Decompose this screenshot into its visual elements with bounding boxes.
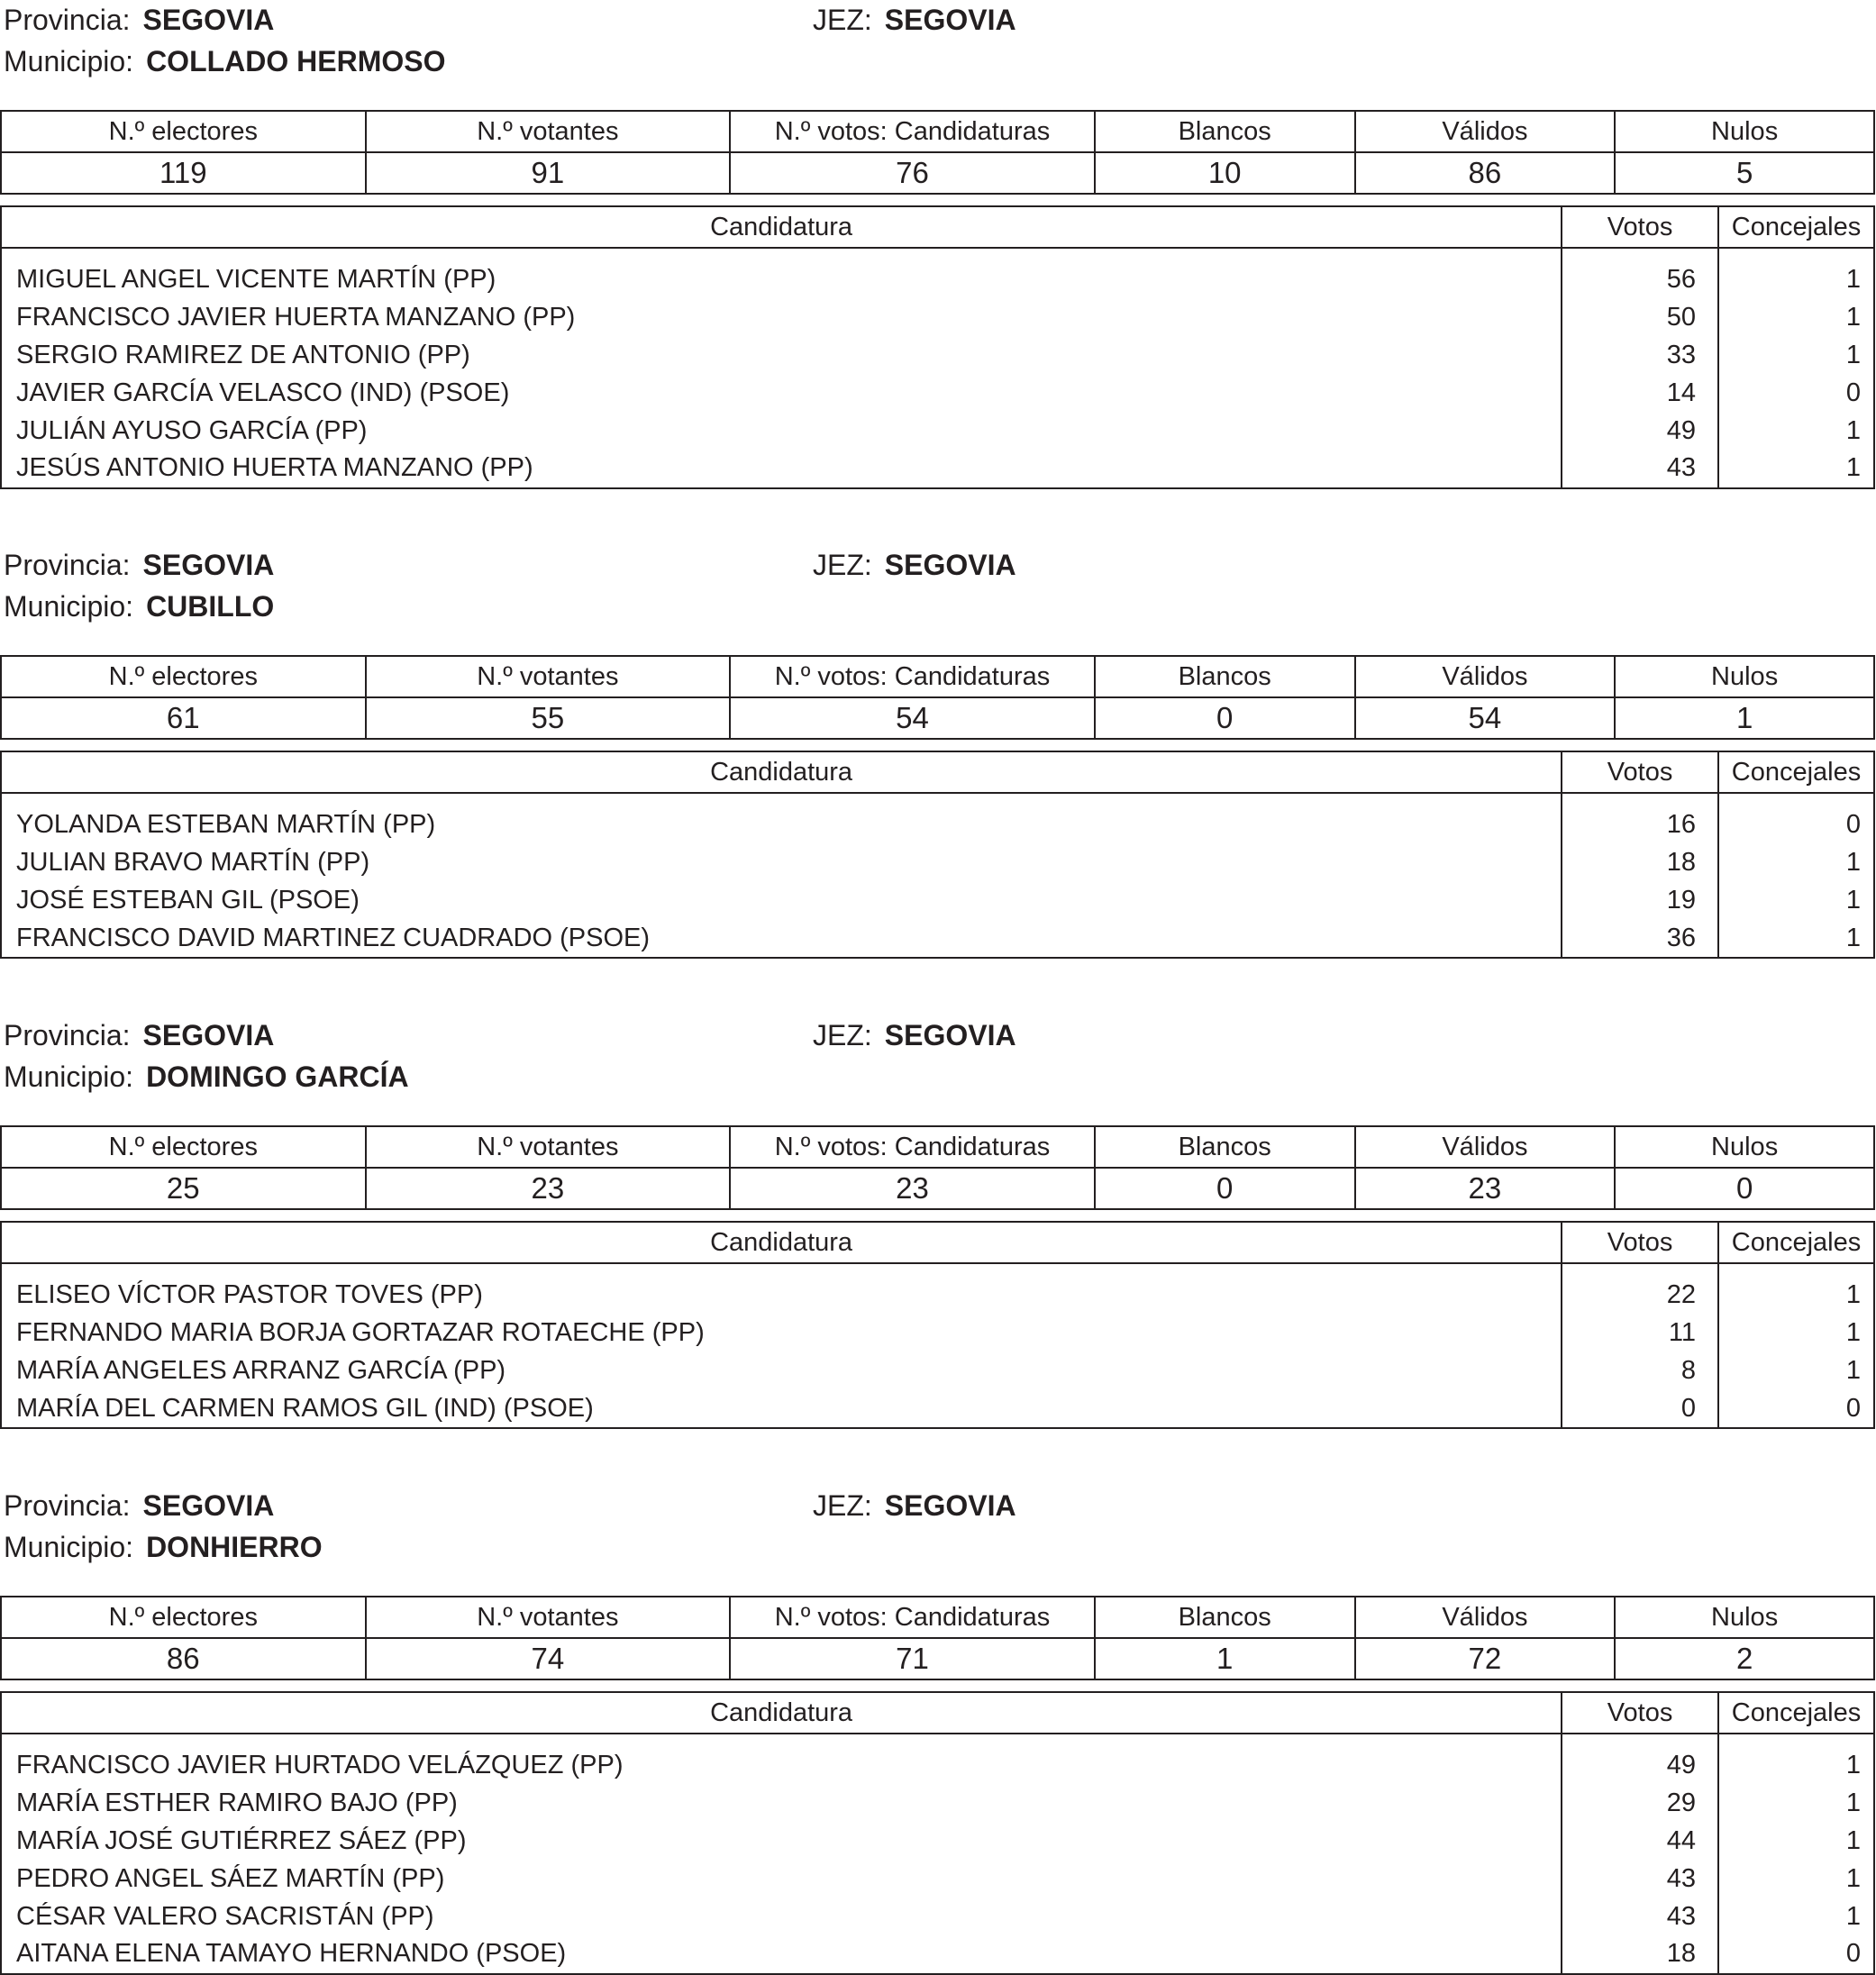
candidate-votos: 44 (1562, 1823, 1718, 1861)
candidate-votos: 14 (1562, 374, 1718, 412)
stats-value-cell: 2 (1615, 1638, 1874, 1679)
candidates-header-cell: Votos (1562, 1692, 1718, 1734)
stats-table (0, 1125, 1875, 1210)
candidates-header-cell: Votos (1562, 751, 1718, 793)
candidates-table (0, 751, 1875, 959)
candidate-concejales: 1 (1718, 450, 1874, 488)
stats-header-cell: N.º votos: Candidaturas (730, 1597, 1095, 1638)
stats-header-row (1, 111, 1874, 152)
candidate-row (1, 1734, 1874, 1785)
candidates-table (0, 1221, 1875, 1429)
stats-value-cell: 23 (730, 1168, 1095, 1209)
stats-header-cell: Nulos (1615, 111, 1874, 152)
candidate-row (1, 1263, 1874, 1315)
jez-value: SEGOVIA (884, 1019, 1016, 1051)
stats-value-row (1, 1168, 1874, 1209)
stats-value-cell: 55 (366, 697, 731, 739)
stats-header-cell: N.º votos: Candidaturas (730, 656, 1095, 697)
candidates-header-cell: Concejales (1718, 751, 1874, 793)
jez-label: JEZ: (813, 1019, 872, 1051)
stats-header-row (1, 1597, 1874, 1638)
stats-value-cell: 74 (366, 1638, 731, 1679)
stats-header-cell: Válidos (1355, 111, 1616, 152)
jez-label: JEZ: (813, 4, 872, 36)
candidate-votos: 16 (1562, 793, 1718, 844)
municipio-value: CUBILLO (146, 590, 275, 623)
candidate-concejales: 1 (1718, 1823, 1874, 1861)
stats-header-cell: N.º votantes (366, 1597, 731, 1638)
candidates-header-cell: Candidatura (1, 751, 1562, 793)
candidate-concejales: 0 (1718, 793, 1874, 844)
municipio-value: COLLADO HERMOSO (146, 45, 446, 77)
municipio-value: DONHIERRO (146, 1531, 323, 1563)
candidate-concejales: 1 (1718, 248, 1874, 299)
stats-value-cell: 25 (1, 1168, 366, 1209)
stats-value-row (1, 152, 1874, 194)
candidate-name: JULIÁN AYUSO GARCÍA (PP) (1, 412, 1562, 450)
candidate-row (1, 844, 1874, 882)
stats-value-row (1, 697, 1874, 739)
candidate-row (1, 1935, 1874, 1974)
candidate-votos: 19 (1562, 882, 1718, 920)
candidate-votos: 8 (1562, 1352, 1718, 1390)
candidate-concejales: 1 (1718, 299, 1874, 337)
jez (813, 1488, 1016, 1524)
candidates-header-cell: Votos (1562, 1222, 1718, 1263)
candidate-votos: 56 (1562, 248, 1718, 299)
candidate-name: YOLANDA ESTEBAN MARTÍN (PP) (1, 793, 1562, 844)
candidates-header-cell: Votos (1562, 206, 1718, 248)
stats-header-row (1, 656, 1874, 697)
stats-header-cell: N.º electores (1, 656, 366, 697)
candidate-votos: 43 (1562, 450, 1718, 488)
stats-header-cell: Nulos (1615, 1597, 1874, 1638)
stats-header-cell: Nulos (1615, 656, 1874, 697)
stats-value-cell: 1 (1615, 697, 1874, 739)
candidates-header-row (1, 751, 1874, 793)
provincia-value: SEGOVIA (142, 4, 275, 36)
candidate-row (1, 882, 1874, 920)
stats-value-cell: 71 (730, 1638, 1095, 1679)
candidate-row (1, 299, 1874, 337)
candidate-row (1, 1898, 1874, 1935)
jez (813, 547, 1016, 583)
stats-header-cell: N.º votos: Candidaturas (730, 1126, 1095, 1168)
jez (813, 1017, 1016, 1053)
candidate-row (1, 248, 1874, 299)
candidate-concejales: 1 (1718, 1785, 1874, 1823)
candidate-votos: 43 (1562, 1898, 1718, 1935)
stats-header-cell: Blancos (1095, 111, 1355, 152)
jez-value: SEGOVIA (884, 4, 1016, 36)
candidates-header-cell: Concejales (1718, 206, 1874, 248)
stats-value-cell: 0 (1095, 1168, 1355, 1209)
stats-value-cell: 1 (1095, 1638, 1355, 1679)
stats-value-cell: 0 (1095, 697, 1355, 739)
candidate-name: FERNANDO MARIA BORJA GORTAZAR ROTAECHE (PP) (1, 1315, 1562, 1352)
stats-value-cell: 5 (1615, 152, 1874, 194)
stats-header-cell: Blancos (1095, 656, 1355, 697)
stats-value-cell: 86 (1355, 152, 1616, 194)
candidate-concejales: 1 (1718, 1734, 1874, 1785)
provincia (4, 547, 274, 583)
candidates-header-row (1, 1692, 1874, 1734)
candidate-name: JOSÉ ESTEBAN GIL (PSOE) (1, 882, 1562, 920)
candidate-name: PEDRO ANGEL SÁEZ MARTÍN (PP) (1, 1860, 1562, 1898)
candidate-row (1, 1352, 1874, 1390)
candidate-row (1, 1389, 1874, 1428)
candidate-row (1, 919, 1874, 958)
candidate-name: FRANCISCO JAVIER HURTADO VELÁZQUEZ (PP) (1, 1734, 1562, 1785)
candidate-concejales: 1 (1718, 882, 1874, 920)
candidate-votos: 0 (1562, 1389, 1718, 1428)
candidate-row (1, 412, 1874, 450)
candidate-votos: 36 (1562, 919, 1718, 958)
candidate-row (1, 1823, 1874, 1861)
candidate-name: AITANA ELENA TAMAYO HERNANDO (PSOE) (1, 1935, 1562, 1974)
stats-header-cell: Válidos (1355, 656, 1616, 697)
candidates-table (0, 1691, 1875, 1975)
jez-label: JEZ: (813, 549, 872, 581)
provincia-value: SEGOVIA (142, 549, 275, 581)
candidate-name: JAVIER GARCÍA VELASCO (IND) (PSOE) (1, 374, 1562, 412)
stats-value-cell: 54 (730, 697, 1095, 739)
candidate-concejales: 1 (1718, 1860, 1874, 1898)
candidates-header-row (1, 206, 1874, 248)
stats-value-cell: 54 (1355, 697, 1616, 739)
provincia (4, 2, 274, 38)
stats-header-cell: N.º votos: Candidaturas (730, 111, 1095, 152)
candidate-row (1, 450, 1874, 488)
candidate-concejales: 1 (1718, 1315, 1874, 1352)
candidate-name: MIGUEL ANGEL VICENTE MARTÍN (PP) (1, 248, 1562, 299)
candidate-name: MARÍA DEL CARMEN RAMOS GIL (IND) (PSOE) (1, 1389, 1562, 1428)
stats-value-cell: 119 (1, 152, 366, 194)
candidate-concejales: 1 (1718, 1263, 1874, 1315)
candidate-row (1, 1860, 1874, 1898)
candidate-concejales: 1 (1718, 337, 1874, 375)
stats-value-cell: 10 (1095, 152, 1355, 194)
candidate-row (1, 1315, 1874, 1352)
stats-value-cell: 0 (1615, 1168, 1874, 1209)
candidate-name: FRANCISCO JAVIER HUERTA MANZANO (PP) (1, 299, 1562, 337)
stats-header-cell: Blancos (1095, 1597, 1355, 1638)
candidate-row (1, 337, 1874, 375)
candidate-name: FRANCISCO DAVID MARTINEZ CUADRADO (PSOE) (1, 919, 1562, 958)
candidate-name: ELISEO VÍCTOR PASTOR TOVES (PP) (1, 1263, 1562, 1315)
stats-value-cell: 23 (366, 1168, 731, 1209)
stats-header-row (1, 1126, 1874, 1168)
stats-header-cell: N.º electores (1, 1126, 366, 1168)
candidate-name: MARÍA ESTHER RAMIRO BAJO (PP) (1, 1785, 1562, 1823)
municipio (4, 588, 274, 624)
municipio (4, 1059, 409, 1095)
jez (813, 2, 1016, 38)
candidate-votos: 33 (1562, 337, 1718, 375)
jez-value: SEGOVIA (884, 549, 1016, 581)
stats-value-cell: 61 (1, 697, 366, 739)
candidates-header-cell: Candidatura (1, 1692, 1562, 1734)
municipio-label: Municipio: (4, 45, 134, 77)
candidate-votos: 49 (1562, 1734, 1718, 1785)
candidate-concejales: 0 (1718, 374, 1874, 412)
candidate-votos: 43 (1562, 1860, 1718, 1898)
candidate-row (1, 1785, 1874, 1823)
jez-label: JEZ: (813, 1489, 872, 1522)
candidate-concejales: 1 (1718, 412, 1874, 450)
candidate-name: SERGIO RAMIREZ DE ANTONIO (PP) (1, 337, 1562, 375)
stats-header-cell: Válidos (1355, 1126, 1616, 1168)
candidates-header-cell: Concejales (1718, 1222, 1874, 1263)
stats-value-cell: 76 (730, 152, 1095, 194)
candidate-concejales: 0 (1718, 1389, 1874, 1428)
candidates-header-cell: Concejales (1718, 1692, 1874, 1734)
stats-header-cell: N.º electores (1, 1597, 366, 1638)
stats-header-cell: N.º votantes (366, 656, 731, 697)
candidate-concejales: 0 (1718, 1935, 1874, 1974)
municipio-label: Municipio: (4, 1060, 134, 1093)
provincia-label: Provincia: (4, 1489, 131, 1522)
municipio-label: Municipio: (4, 1531, 134, 1563)
provincia-label: Provincia: (4, 1019, 131, 1051)
candidate-name: MARÍA ANGELES ARRANZ GARCÍA (PP) (1, 1352, 1562, 1390)
provincia (4, 1017, 274, 1053)
provincia-value: SEGOVIA (142, 1489, 275, 1522)
stats-header-cell: N.º votantes (366, 1126, 731, 1168)
stats-value-row (1, 1638, 1874, 1679)
municipio (4, 43, 446, 79)
candidate-concejales: 1 (1718, 1898, 1874, 1935)
candidate-concejales: 1 (1718, 1352, 1874, 1390)
candidate-votos: 50 (1562, 299, 1718, 337)
provincia-value: SEGOVIA (142, 1019, 275, 1051)
candidate-votos: 18 (1562, 1935, 1718, 1974)
provincia-label: Provincia: (4, 549, 131, 581)
candidate-row (1, 374, 1874, 412)
candidate-votos: 49 (1562, 412, 1718, 450)
stats-table (0, 1596, 1875, 1680)
stats-value-cell: 86 (1, 1638, 366, 1679)
stats-table (0, 655, 1875, 740)
candidates-table (0, 205, 1875, 489)
provincia (4, 1488, 274, 1524)
stats-header-cell: N.º electores (1, 111, 366, 152)
stats-value-cell: 72 (1355, 1638, 1616, 1679)
candidate-name: CÉSAR VALERO SACRISTÁN (PP) (1, 1898, 1562, 1935)
stats-header-cell: Nulos (1615, 1126, 1874, 1168)
candidate-name: JESÚS ANTONIO HUERTA MANZANO (PP) (1, 450, 1562, 488)
stats-value-cell: 23 (1355, 1168, 1616, 1209)
stats-value-cell: 91 (366, 152, 731, 194)
candidate-concejales: 1 (1718, 844, 1874, 882)
provincia-label: Provincia: (4, 4, 131, 36)
candidate-votos: 22 (1562, 1263, 1718, 1315)
stats-header-cell: Válidos (1355, 1597, 1616, 1638)
stats-header-cell: N.º votantes (366, 111, 731, 152)
stats-table (0, 110, 1875, 195)
candidate-votos: 18 (1562, 844, 1718, 882)
municipio-label: Municipio: (4, 590, 134, 623)
stats-header-cell: Blancos (1095, 1126, 1355, 1168)
candidate-votos: 29 (1562, 1785, 1718, 1823)
candidates-header-cell: Candidatura (1, 1222, 1562, 1263)
jez-value: SEGOVIA (884, 1489, 1016, 1522)
candidates-header-cell: Candidatura (1, 206, 1562, 248)
municipio-value: DOMINGO GARCÍA (146, 1060, 409, 1093)
candidate-votos: 11 (1562, 1315, 1718, 1352)
candidate-row (1, 793, 1874, 844)
municipio (4, 1529, 323, 1565)
candidates-header-row (1, 1222, 1874, 1263)
candidate-name: MARÍA JOSÉ GUTIÉRREZ SÁEZ (PP) (1, 1823, 1562, 1861)
candidate-name: JULIAN BRAVO MARTÍN (PP) (1, 844, 1562, 882)
candidate-concejales: 1 (1718, 919, 1874, 958)
